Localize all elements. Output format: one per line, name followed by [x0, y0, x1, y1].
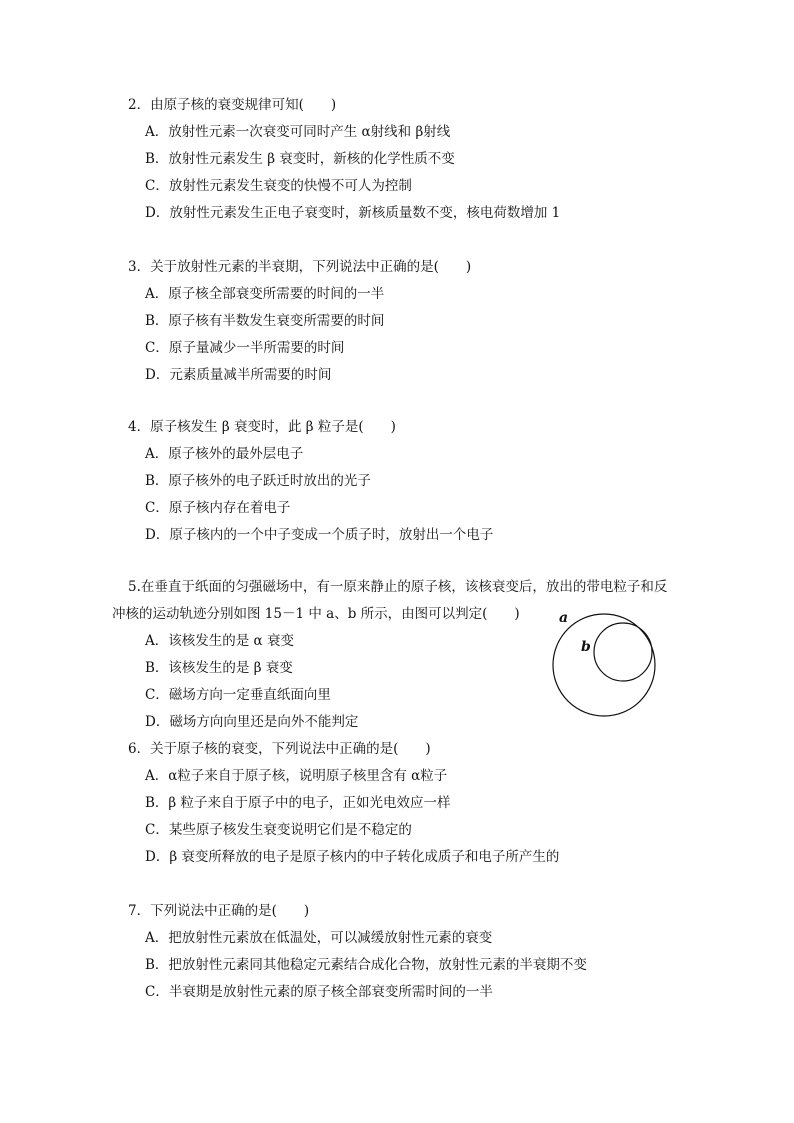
question-6-option-d: D．β 衰变所释放的电子是原子核内的中子转化成质子和电子所产生的: [145, 849, 560, 865]
question-6-stem: 6．关于原子核的衰变，下列说法中正确的是( ): [128, 741, 431, 757]
question-5-option-b: B．该核发生的是 β 衰变: [145, 660, 293, 676]
question-2-option-b: B．放射性元素发生 β 衰变时，新核的化学性质不变: [145, 151, 455, 167]
question-3-stem: 3．关于放射性元素的半衰期，下列说法中正确的是( ): [128, 259, 472, 275]
label-a: a: [559, 610, 569, 626]
question-5-option-d: D．磁场方向向里还是向外不能判定: [145, 714, 359, 730]
question-2-option-c: C．放射性元素发生衰变的快慢不可人为控制: [145, 178, 412, 194]
question-5-option-c: C．磁场方向一定垂直纸面向里: [145, 687, 331, 703]
trajectory-circle-a: [553, 614, 655, 716]
question-7-stem: 7．下列说法中正确的是( ): [128, 903, 310, 919]
question-4-stem: 4．原子核发生 β 衰变时，此 β 粒子是( ): [128, 419, 396, 435]
trajectory-circle-b: [594, 623, 652, 681]
question-6-option-c: C．某些原子核发生衰变说明它们是不稳定的: [145, 822, 412, 838]
question-2-option-a: A．放射性元素一次衰变可同时产生 α射线和 β射线: [145, 124, 451, 140]
question-4-option-b: B．原子核外的电子跃迁时放出的光子: [145, 473, 371, 489]
question-6-option-a: A．α粒子来自于原子核，说明原子核里含有 α粒子: [145, 768, 448, 784]
question-6-option-b: B．β 粒子来自于原子中的电子，正如光电效应一样: [145, 795, 451, 811]
question-3-option-d: D．元素质量减半所需要的时间: [145, 367, 332, 383]
question-4-option-a: A．原子核外的最外层电子: [145, 446, 304, 462]
question-7-option-c: C．半衰期是放射性元素的原子核全部衰变所需时间的一半: [145, 984, 493, 1000]
question-5-stem-line-1: 5.在垂直于纸面的匀强磁场中，有一原来静止的原子核，该核衰变后，放出的带电粒子和反: [128, 579, 668, 595]
label-b: b: [581, 639, 591, 655]
question-7-option-a: A．把放射性元素放在低温处，可以减缓放射性元素的衰变: [145, 930, 493, 946]
question-7-option-b: B．把放射性元素同其他稳定元素结合成化合物，放射性元素的半衰期不变: [145, 957, 587, 973]
question-5-option-a: A．该核发生的是 α 衰变: [145, 633, 294, 649]
question-3-option-b: B．原子核有半数发生衰变所需要的时间: [145, 313, 385, 329]
question-2-stem: 2．由原子核的衰变规律可知( ): [128, 97, 337, 113]
question-4-option-c: C．原子核内存在着电子: [145, 500, 291, 516]
trajectory-figure: [548, 608, 660, 720]
question-3-option-c: C．原子量减少一半所需要的时间: [145, 340, 345, 356]
question-5-stem-line-2: 冲核的运动轨迹分别如图 15－1 中 a、b 所示，由图可以判定( ): [112, 606, 520, 622]
question-4-option-d: D．原子核内的一个中子变成一个质子时，放射出一个电子: [145, 527, 494, 543]
question-2-option-d: D．放射性元素发生正电子衰变时，新核质量数不变，核电荷数增加 1: [145, 205, 561, 221]
question-3-option-a: A．原子核全部衰变所需要的时间的一半: [145, 286, 385, 302]
